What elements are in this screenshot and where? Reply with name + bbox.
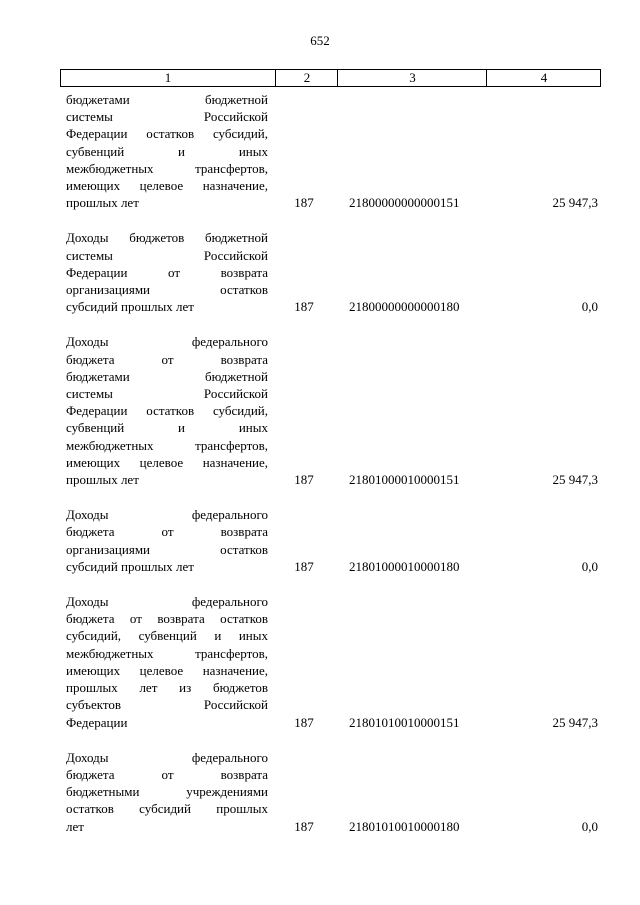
row-code: 187 xyxy=(294,818,314,834)
row-description xyxy=(66,91,268,211)
description-line: субсидий прошлых лет xyxy=(66,299,194,315)
description-line: организациями остатков xyxy=(66,541,268,557)
description-line: межбюджетных трансфертов, xyxy=(66,160,268,176)
row-kbk: 21801000010000151 xyxy=(349,472,460,488)
description-line: лет xyxy=(66,818,84,834)
row-amount: 0,0 xyxy=(581,299,598,315)
description-line: бюджета от возврата xyxy=(66,351,268,367)
description-line: Доходы федерального xyxy=(66,749,268,765)
row-kbk: 21800000000000151 xyxy=(349,195,460,211)
description-line: межбюджетных трансфертов, xyxy=(66,645,268,661)
row-description xyxy=(66,333,268,488)
header-col-3: 3 xyxy=(337,70,487,86)
description-line: прошлых лет xyxy=(66,195,139,211)
description-line: Федерации остатков субсидий, xyxy=(66,126,268,142)
description-line: бюджетами бюджетной xyxy=(66,92,268,107)
row-kbk: 21801010010000151 xyxy=(349,714,460,730)
description-line: бюджета от возврата остатков xyxy=(66,611,268,627)
table-row xyxy=(60,593,601,731)
description-line: системы Российской xyxy=(66,247,268,263)
table-row xyxy=(60,91,601,211)
header-col-4: 4 xyxy=(486,70,601,86)
row-description xyxy=(66,749,268,835)
description-line: межбюджетных трансфертов, xyxy=(66,437,268,453)
table-row xyxy=(60,749,601,835)
row-description xyxy=(66,506,268,575)
description-line: субсидий, субвенций и иных xyxy=(66,628,268,644)
description-line: бюджетными учреждениями xyxy=(66,784,268,800)
description-line: субвенций и иных xyxy=(66,420,268,436)
row-amount: 25 947,3 xyxy=(552,714,598,730)
header-col-1: 1 xyxy=(164,70,172,85)
description-line: Доходы федерального xyxy=(66,507,268,523)
description-line: бюджета от возврата xyxy=(66,524,268,540)
description-line: прошлых лет xyxy=(66,472,139,488)
row-code: 187 xyxy=(294,299,314,315)
description-line: имеющих целевое назначение, xyxy=(66,454,268,470)
row-amount: 0,0 xyxy=(581,818,598,834)
table-body xyxy=(60,91,601,835)
table-header-row xyxy=(60,69,601,87)
description-line: субъектов Российской xyxy=(66,697,268,713)
description-line: Федерации xyxy=(66,714,128,730)
row-code: 187 xyxy=(294,195,314,211)
description-line: Доходы федерального xyxy=(66,594,268,610)
description-line: организациями остатков xyxy=(66,282,268,298)
row-amount: 25 947,3 xyxy=(552,472,598,488)
description-line: Федерации от возврата xyxy=(66,264,268,280)
page-number: 652 xyxy=(310,33,330,48)
budget-table xyxy=(60,69,601,835)
description-line: бюджетами бюджетной xyxy=(66,368,268,384)
header-col-2: 2 xyxy=(275,70,338,86)
row-code: 187 xyxy=(294,472,314,488)
description-line: системы Российской xyxy=(66,386,268,402)
row-code: 187 xyxy=(294,714,314,730)
description-line: Доходы федерального xyxy=(66,334,268,350)
row-code: 187 xyxy=(294,558,314,574)
row-description xyxy=(66,229,268,315)
description-line: бюджета от возврата xyxy=(66,766,268,782)
description-line: прошлых лет из бюджетов xyxy=(66,680,268,696)
row-kbk: 21801000010000180 xyxy=(349,558,460,574)
row-description xyxy=(66,593,268,731)
description-line: субсидий прошлых лет xyxy=(66,558,194,574)
description-line: системы Российской xyxy=(66,109,268,125)
description-line: имеющих целевое назначение, xyxy=(66,178,268,194)
row-kbk: 21801010010000180 xyxy=(349,818,460,834)
description-line: субвенций и иных xyxy=(66,143,268,159)
description-line: Доходы бюджетов бюджетной xyxy=(66,230,268,246)
description-line: остатков субсидий прошлых xyxy=(66,801,268,817)
table-row xyxy=(60,229,601,315)
table-row xyxy=(60,506,601,575)
row-amount: 25 947,3 xyxy=(552,195,598,211)
description-line: Федерации остатков субсидий, xyxy=(66,403,268,419)
row-amount: 0,0 xyxy=(581,558,598,574)
row-kbk: 21800000000000180 xyxy=(349,299,460,315)
table-row xyxy=(60,333,601,488)
description-line: имеющих целевое назначение, xyxy=(66,662,268,678)
